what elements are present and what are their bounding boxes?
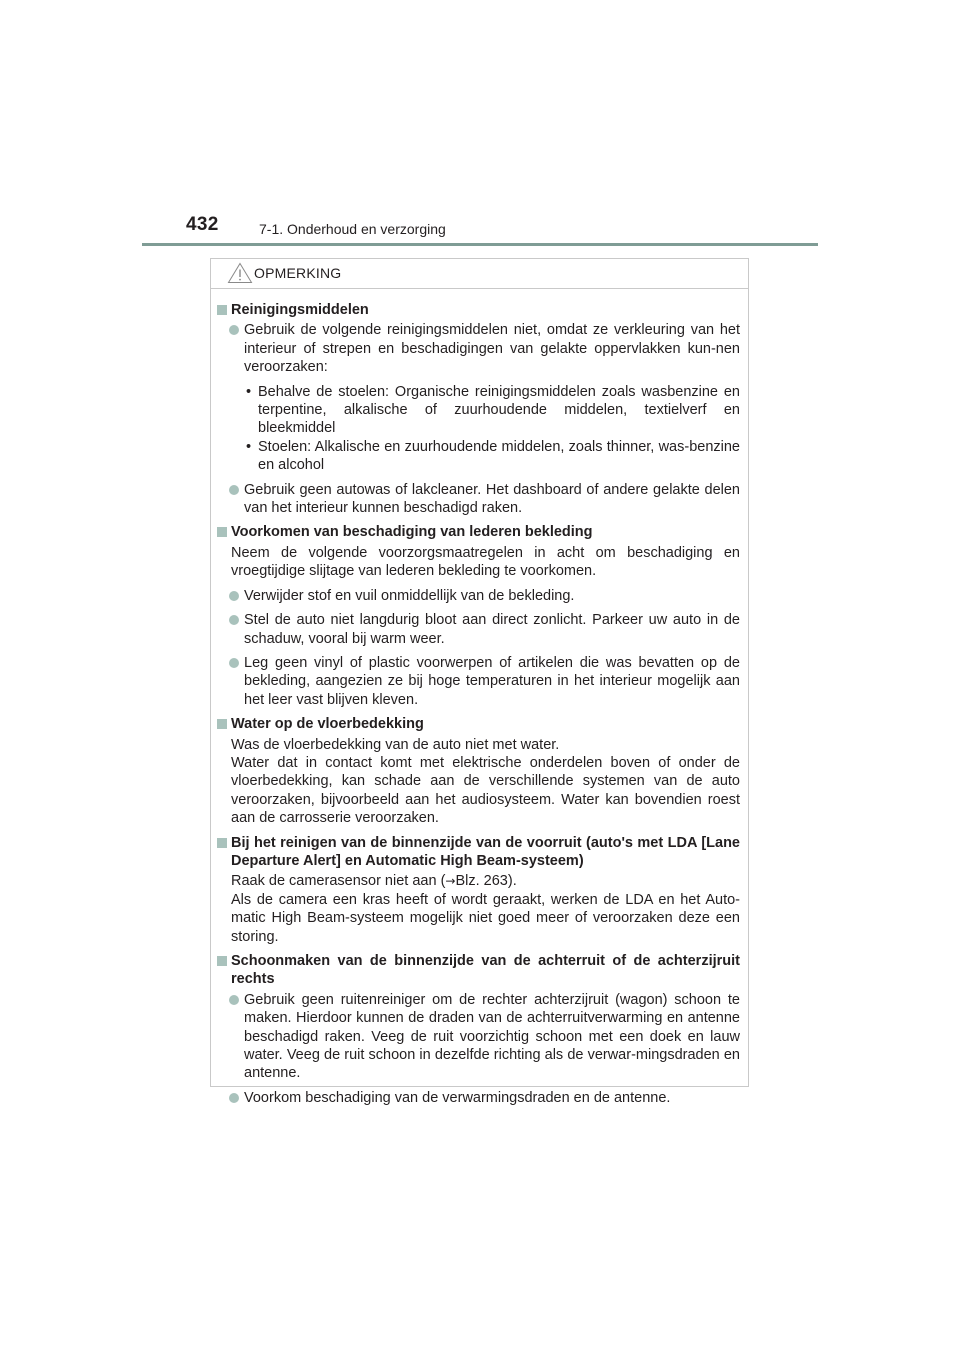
round-bullet-icon [229, 615, 239, 625]
section-title-text: Reinigingsmiddelen [231, 302, 369, 318]
page-reference-arrow-icon: → [445, 874, 456, 889]
list-item-text: Gebruik geen ruitenreiniger om de rechter achterzijruit (wagon) schoon te maken. Hierdoor kunnen de draden van de achterruitverwarming en antenne beschadigd raken. Veeg de ruit voorzichtig schoon met een doek en lauw water. Veeg de ruit schoon in dezelfde richting als de verwar-mingsdraden en antenne. [244, 991, 740, 1082]
paragraph-text: Raak de camerasensor niet aan ( [231, 873, 446, 890]
sub-item-text: Behalve de stoelen: Organische reinigingsmiddelen zoals wasbenzine en terpentine, alkalische of zuurhoudende middelen, textielverf en bleekmiddel [258, 383, 740, 437]
section-windshield-cleaning [216, 834, 740, 946]
section-heading [216, 952, 740, 989]
section-paragraph: Als de camera een kras heeft of wordt geraakt, werken de LDA en het Auto-matic High Beam-systeem mogelijk niet goed meer of veroorzaken deze een storing. [231, 891, 740, 945]
list-item [216, 1089, 740, 1107]
section-paragraph: Was de vloerbedekking van de auto niet met water. [231, 736, 560, 753]
page-number: 432 [186, 214, 219, 235]
section-paragraph [216, 872, 740, 890]
list-item [216, 481, 740, 518]
bullet-icon: • [246, 438, 252, 455]
note-header [211, 259, 748, 289]
warning-triangle-icon [227, 262, 253, 284]
round-bullet-icon [229, 485, 239, 495]
round-bullet-icon [229, 325, 239, 335]
list-item [216, 587, 740, 605]
list-item-text: Stel de auto niet langdurig bloot aan direct zonlicht. Parkeer uw auto in de schaduw, vooral bij warm weer. [244, 612, 740, 647]
note-body [211, 289, 748, 1107]
section-cleaning-agents [216, 301, 740, 517]
section-heading [216, 301, 740, 319]
round-bullet-icon [229, 591, 239, 601]
sub-item [244, 438, 740, 475]
note-label: OPMERKING [254, 265, 342, 281]
section-title-text: Water op de vloerbedekking [231, 716, 424, 733]
section-leather-upholstery [216, 523, 740, 709]
list-item [216, 654, 740, 709]
square-bullet-icon [217, 305, 227, 315]
header-rule [142, 243, 818, 246]
sub-list [216, 383, 740, 475]
list-item [216, 991, 740, 1083]
list-item [216, 321, 740, 376]
section-floor-carpet [216, 715, 740, 827]
note-box [210, 258, 749, 1106]
page-reference-link[interactable]: Blz. 263). [455, 873, 517, 890]
section-heading [216, 715, 740, 733]
round-bullet-icon [229, 995, 239, 1005]
list-item-text: Gebruik geen autowas of lakcleaner. Het dashboard of andere gelakte delen van het interieur kunnen beschadigd raken. [244, 481, 740, 517]
bullet-icon: • [246, 383, 252, 400]
section-heading [216, 523, 740, 541]
section-heading [216, 834, 740, 871]
list-item-text: Verwijder stof en vuil onmiddellijk van de bekleding. [244, 587, 575, 604]
list-item [216, 611, 740, 648]
section-title-text: Schoonmaken van de binnenzijde van de achterruit of de achterzijruit rechts [231, 953, 740, 988]
sub-item-text: Stoelen: Alkalische en zuurhoudende middelen, zoals thinner, was-benzine en alcohol [258, 438, 740, 474]
section-paragraph: Neem de volgende voorzorgsmaatregelen in acht om beschadiging en vroegtijdige slijtage van lederen bekleding te voorkomen. [231, 544, 740, 580]
list-item-text: Leg geen vinyl of plastic voorwerpen of artikelen die was bevatten op de bekleding, aangezien ze bij hoge temperaturen in het interieur mogelijk aan het leer vast blijven kleven. [244, 654, 740, 708]
list-item-text: Voorkom beschadiging van de verwarmingsdraden en de antenne. [244, 1089, 671, 1106]
sub-item [244, 383, 740, 438]
section-title: 7-1. Onderhoud en verzorging [259, 221, 446, 237]
list-item-text: Gebruik de volgende reinigingsmiddelen niet, omdat ze verkleuring van het interieur of strepen en beschadigingen van gelakte oppervlakken kun-nen veroorzaken: [244, 322, 740, 376]
round-bullet-icon [229, 658, 239, 668]
section-paragraph: Water dat in contact komt met elektrische onderdelen boven of onder de vloerbedekking, kan schade aan de verschillende systemen van de auto veroorzaken, bijvoorbeeld aan het audiosysteem. Water kan bovendien roest aan de carrosserie veroorzaken. [231, 754, 740, 827]
section-title-text: Bij het reinigen van de binnenzijde van de voorruit (auto's met LDA [Lane Departure Alert] en Automatic High Beam-systeem) [231, 834, 740, 869]
section-rear-window-cleaning [216, 952, 740, 1107]
section-title-text: Voorkomen van beschadiging van lederen bekleding [231, 524, 593, 541]
square-bullet-icon [217, 838, 227, 848]
square-bullet-icon [217, 956, 227, 966]
round-bullet-icon [229, 1093, 239, 1103]
square-bullet-icon [217, 527, 227, 537]
square-bullet-icon [217, 719, 227, 729]
